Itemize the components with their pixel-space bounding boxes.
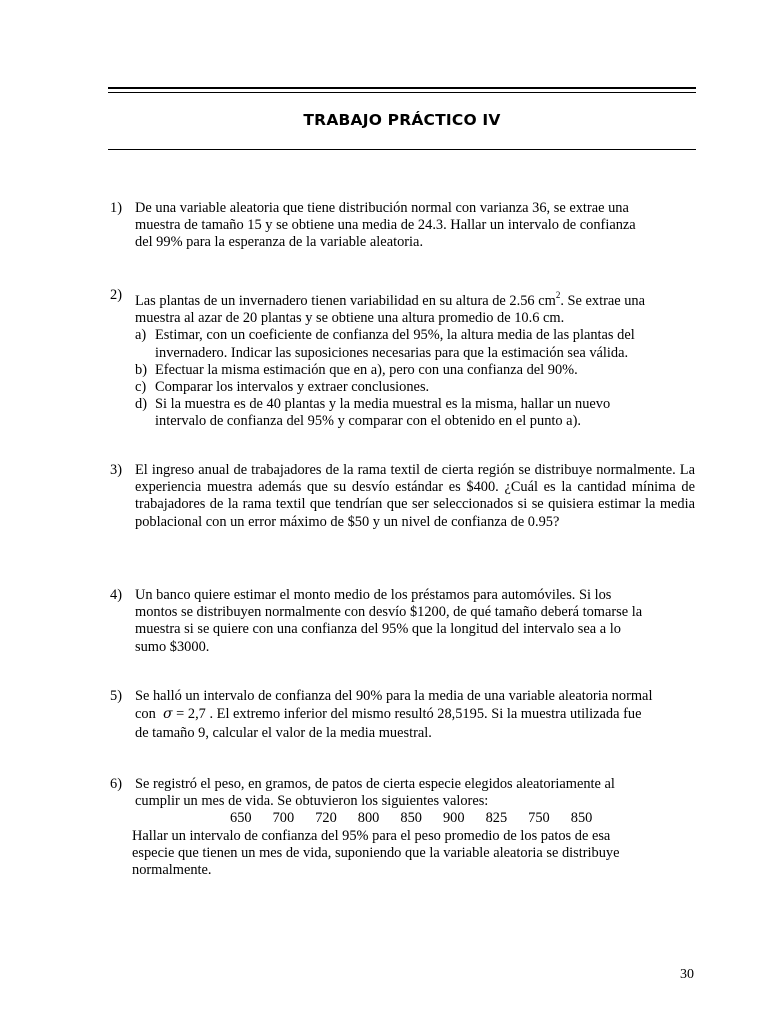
line-start: con (135, 706, 156, 723)
sub-item-label: b) (135, 361, 147, 378)
problem-text-line: del 99% para la esperanza de la variable aleatoria. (135, 234, 424, 251)
problem-text-line: muestra al azar de 20 plantas y se obtiene una altura promedio de 10.6 cm. (135, 310, 565, 327)
problem-text-line: normalmente. (132, 862, 212, 879)
page-title: TRABAJO PRÁCTICO IV (303, 111, 501, 129)
problem-text-line: Se registró el peso, en gramos, de patos de cierta especie elegidos aleatoriamente al (135, 776, 615, 792)
problem-text-line: Se halló un intervalo de confianza del 90% para la media de una variable aleatoria normal (135, 688, 653, 704)
unit-exponent: 2 (555, 290, 561, 300)
sub-item-label: a) (135, 327, 147, 344)
data-value: 900 (442, 810, 465, 827)
data-value: 700 (272, 810, 295, 827)
intro-text: Las plantas de un invernadero tienen variabilidad en su altura de 2.56 (135, 293, 535, 309)
problem-text-line: montos se distribuyen normalmente con desvío $1200, de qué tamaño deberá tomarse la (135, 604, 643, 621)
problem-text-line: sumo $3000. (135, 638, 210, 655)
problem-text-line: Un banco quiere estimar el monto medio de los préstamos para automóviles. Si los (135, 587, 612, 603)
problem-text-line (135, 706, 695, 723)
problem-2 (110, 287, 695, 431)
problem-text-line (135, 287, 695, 310)
problem-1 (110, 200, 695, 252)
problem-5 (110, 688, 695, 743)
data-value: 825 (485, 810, 508, 827)
sub-item-a (135, 327, 695, 361)
problem-text: El ingreso anual de trabajadores de la rama textil de cierta región se distribuye normalmente. La experiencia muestra además que su desvío estándar es $400. ¿Cuál es la cantidad mínima de trabajadores de la rama textil que tendrían que ser seleccionados si se quisiera estimar la media poblacional con un error máximo de $50 y un nivel de confianza de 0.95? (135, 462, 695, 530)
sub-item-c (135, 379, 695, 396)
data-value: 720 (315, 810, 337, 827)
data-values-row (135, 810, 695, 827)
sub-item-b (135, 362, 695, 379)
sub-item-label: c) (135, 379, 147, 396)
header-double-rule-bottom (108, 92, 696, 93)
problem-number: 3) (110, 462, 122, 478)
unit-text: cm (538, 293, 556, 309)
sub-item-d (135, 396, 695, 430)
problem-6 (110, 776, 695, 879)
header-double-rule-top (108, 87, 696, 89)
sub-item-line: invernadero. Indicar las suposiciones necesarias para que la estimación sea válida. (155, 344, 629, 361)
data-value: 800 (357, 810, 380, 827)
problem-number: 2) (110, 287, 122, 303)
sub-item-label: d) (135, 396, 147, 413)
title-underline-rule (108, 149, 696, 150)
sub-item-line: Si la muestra es de 40 plantas y la media muestral es la misma, hallar un nuevo (155, 396, 611, 413)
data-value: 650 (230, 810, 252, 827)
problem-text-line: muestra de tamaño 15 y se obtiene una media de 24.3. Hallar un intervalo de confianza (135, 217, 636, 234)
problem-number: 6) (110, 776, 122, 792)
sub-item-line: Estimar, con un coeficiente de confianza del 95%, la altura media de las plantas del (155, 327, 635, 344)
problem-text-line: Hallar un intervalo de confianza del 95% para el peso promedio de los patos de esa (132, 827, 611, 844)
problem-text-line: cumplir un mes de vida. Se obtuvieron los siguientes valores: (135, 793, 489, 810)
problem-number: 1) (110, 200, 122, 216)
data-value: 850 (570, 810, 593, 827)
data-value: 750 (528, 810, 550, 827)
sub-item-line: Comparar los intervalos y extraer conclusiones. (155, 379, 430, 396)
problem-text-line: de tamaño 9, calcular el valor de la media muestral. (135, 725, 432, 742)
problem-number: 5) (110, 688, 122, 704)
sigma-symbol: σ (162, 706, 173, 723)
sub-item-line: intervalo de confianza del 95% y comparar con el obtenido en el punto a). (155, 413, 581, 430)
problem-text-line: especie que tienen un mes de vida, suponiendo que la variable aleatoria se distribuye (132, 844, 620, 861)
data-value: 850 (400, 810, 422, 827)
page-number: 30 (680, 967, 694, 982)
problem-number: 4) (110, 587, 122, 603)
problem-text-line: De una variable aleatoria que tiene distribución normal con varianza 36, se extrae una (135, 200, 629, 216)
problem-text-line: muestra si se quiere con una confianza del 95% que la longitud del intervalo sea a lo (135, 621, 621, 638)
problem-4 (110, 587, 695, 656)
intro-text-end: . Se extrae una (560, 293, 646, 309)
sub-item-line: Efectuar la misma estimación que en a), pero con una confianza del 90%. (155, 361, 578, 378)
problem-3 (110, 462, 695, 531)
line-rest: = 2,7 . El extremo inferior del mismo resultó 28,5195. Si la muestra utilizada fue (176, 706, 642, 723)
